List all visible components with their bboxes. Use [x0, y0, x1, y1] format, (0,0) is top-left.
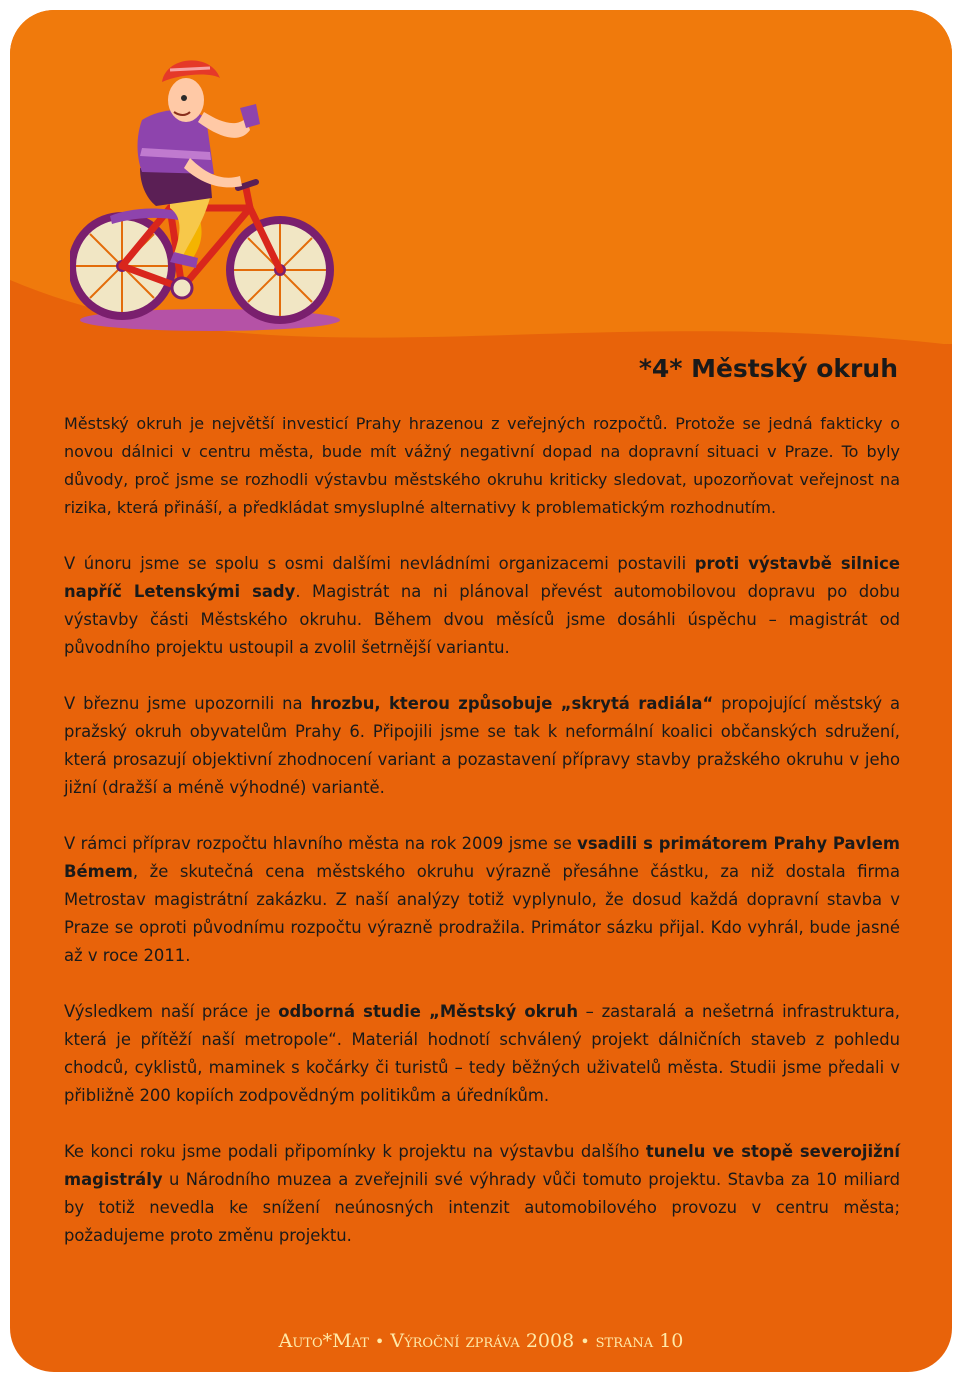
footer-page-label: strana [595, 1330, 654, 1352]
page-title: *4* Městský okruh [638, 354, 898, 383]
footer-brand: Auto*Mat [278, 1330, 369, 1352]
paragraph-study [64, 998, 900, 1110]
footer-report: Výroční zpráva 2008 [390, 1330, 575, 1352]
text-run: , že skutečná cena městského okruhu výrazně přesáhne částku, za niž dostala firma Metrostav magistrátní zakázku. Z naší analýzy totiž vyplynulo, že dosud každá dopravní stavba v Praze se oproti původnímu rozpočtu výrazně prodražila. Primátor sázku přijal. Kdo vyhrál, bude jasné až v roce 2011. [64, 862, 900, 965]
text-run: V březnu jsme upozornili na [64, 694, 311, 713]
text-run: – zastaralá a nešetrná infrastruktura, která je přítěží naší metropole“. Materiál hodnotí schválený projekt dálničních staveb z pohledu chodců, cyklistů, maminek s kočárky či turistů – tedy běžných uživatelů města. Studii jsme předali v přibližně 200 kopiích zodpovědným politikům a úředníkům. [64, 1002, 900, 1105]
text-run: Ke konci roku jsme podali připomínky k projektu na výstavbu dalšího [64, 1142, 646, 1161]
highlight-text: proti výstavbě silnice napříč Letenskými sady [64, 554, 901, 601]
text-run: propojující městský a pražský okruh obyvatelům Prahy 6. Připojili jsme se tak k neformální koalici občanských sdružení, která prosazují objektivní zhodnocení variant a pozastavení přípravy stavby pražského okruhu v jeho jižní (dražší a méně výhodné) variantě. [64, 694, 900, 797]
helmet-icon [162, 60, 220, 82]
page [10, 10, 952, 1372]
text-run: V únoru jsme se spolu s osmi dalšími nevládními organizacemi postavili [64, 554, 695, 573]
text-run: V rámci příprav rozpočtu hlavního města na rok 2009 jsme se [64, 834, 578, 853]
paragraph-february [64, 550, 900, 662]
cyclist-illustration [70, 48, 360, 348]
article-body [64, 410, 900, 1278]
bullet-icon: • [374, 1332, 385, 1351]
paragraph-march [64, 690, 900, 802]
page-footer [10, 1330, 952, 1352]
page-number: 10 [659, 1330, 684, 1352]
paragraph-budget [64, 830, 900, 970]
highlight-text: odborná studie „Městský okruh [278, 1002, 578, 1021]
paragraph-tunnel [64, 1138, 900, 1250]
highlight-text: tunelu ve stopě severojižní magistrály [64, 1142, 900, 1189]
highlight-text: hrozbu, kterou způsobuje „skrytá radiála“ [310, 694, 714, 713]
bullet-icon: • [580, 1332, 590, 1351]
text-run: Městský okruh je největší investicí Prahy hrazenou z veřejných rozpočtů. Protože se jedná fakticky o novou dálnici v centru města, bude mít vážný negativní dopad na dopravní situaci v Praze. To byly důvody, proč jsme se rozhodli výstavbu městského okruhu kriticky sledovat, upozorňovat veřejnost na rizika, která přináší, a předkládat smysluplné alternativy k problematickým rozhodnutím. [64, 414, 900, 517]
highlight-text: vsadili s primátorem Prahy Pavlem Bémem [64, 834, 900, 881]
text-run: Výsledkem naší práce je [64, 1002, 279, 1021]
text-run: u Národního muzea a zveřejnili své výhrady vůči tomuto projektu. Stavba za 10 miliard by totiž nevedla ke snížení neúnosných intenzit automobilového provozu v centru města; požadujeme proto změnu projektu. [64, 1170, 900, 1245]
paragraph-intro [64, 410, 900, 522]
text-run: . Magistrát na ni plánoval převést automobilovou dopravu po dobu výstavby části Městského okruhu. Během dvou měsíců jsme dosáhli úspěchu – magistrát od původního projektu ustoupil a zvolil šetrnější variantu. [64, 582, 901, 657]
